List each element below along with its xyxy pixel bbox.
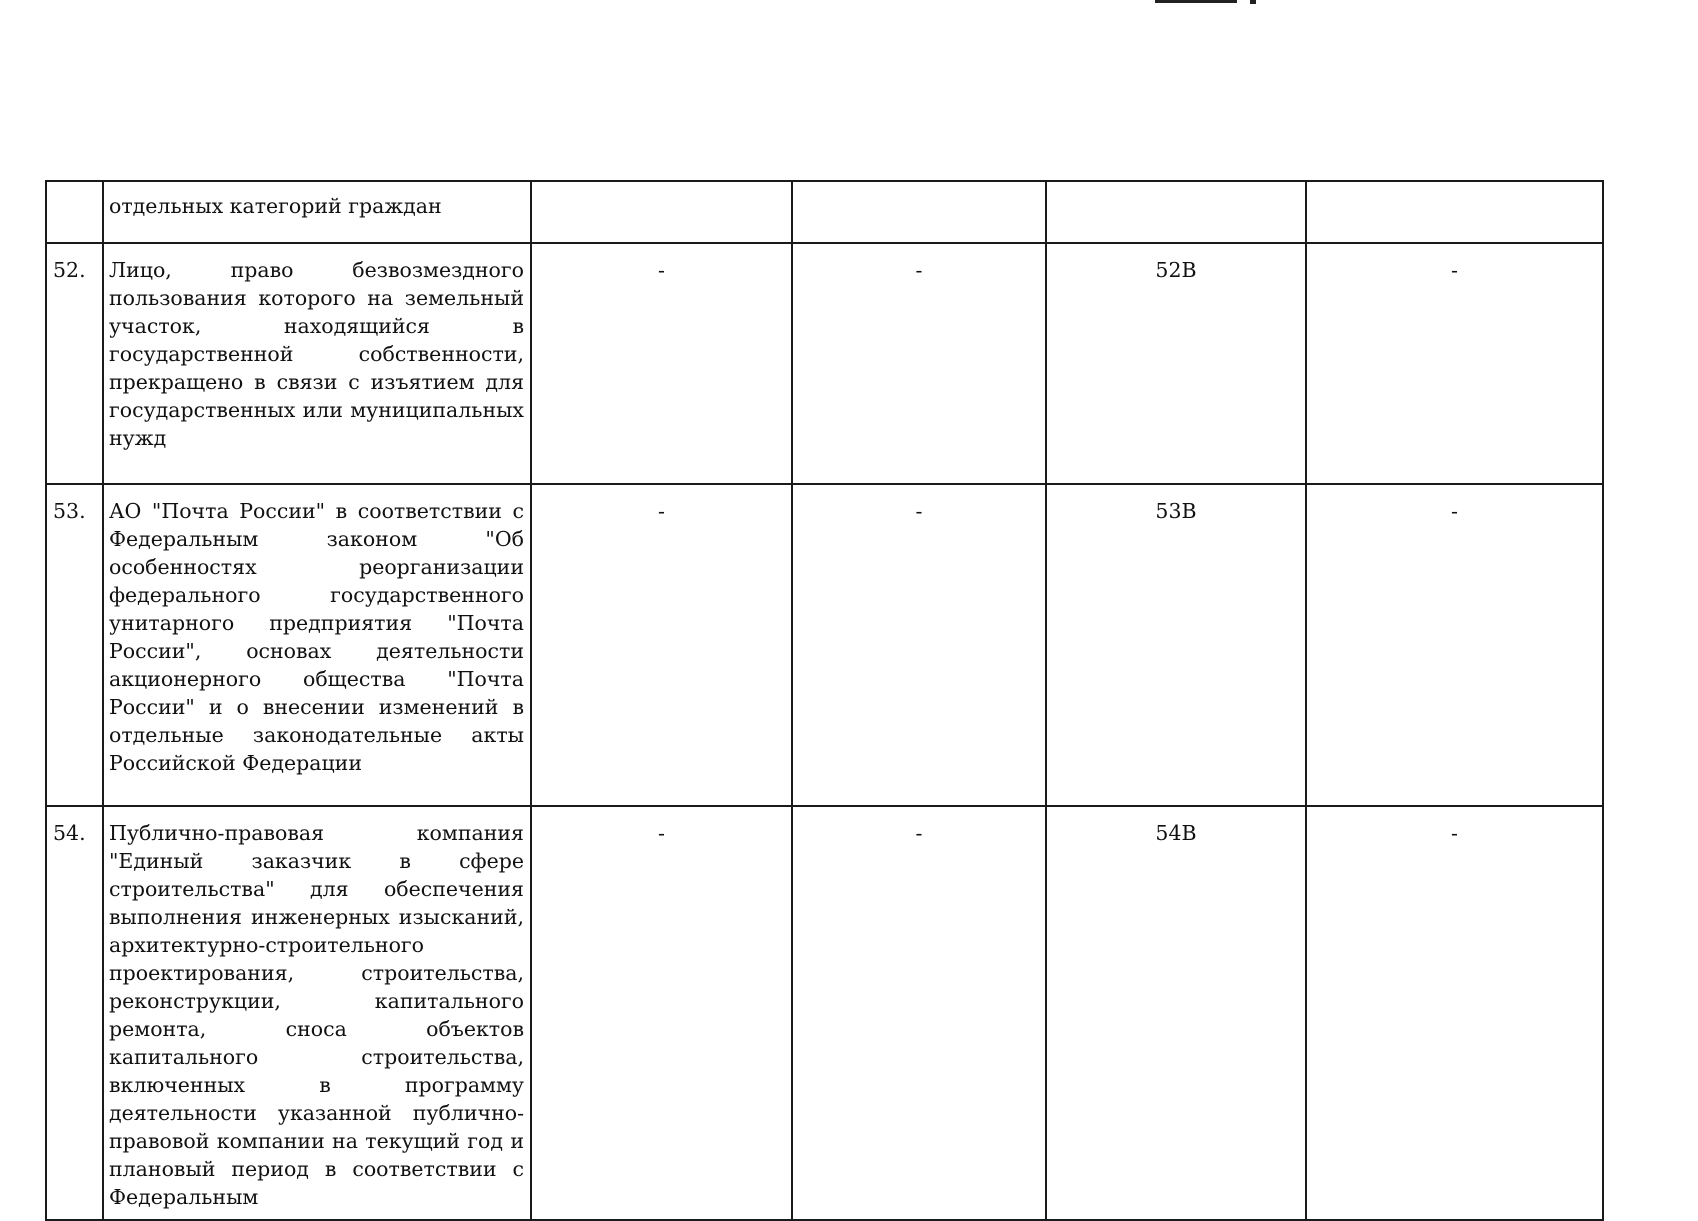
value-cell-col3: -: [531, 243, 792, 484]
top-edge-mark: [1155, 0, 1237, 3]
row-number-cell: 54.: [46, 806, 103, 1220]
table-row: [46, 243, 1603, 484]
value-cell-col4: -: [792, 243, 1046, 484]
value-cell-col3: -: [531, 484, 792, 806]
table-row-continuation: [46, 181, 1603, 243]
value-cell-col4: [792, 181, 1046, 243]
row-number-cell: 53.: [46, 484, 103, 806]
value-cell-col3: -: [531, 806, 792, 1220]
row-description-cell: отдельных категорий граждан: [103, 181, 531, 243]
value-cell-col5: [1046, 181, 1306, 243]
document-table: [45, 180, 1604, 1221]
table-row: [46, 484, 1603, 806]
row-number-cell: [46, 181, 103, 243]
row-number-cell: 52.: [46, 243, 103, 484]
value-cell-col5: 53В: [1046, 484, 1306, 806]
row-description-cell: Публично-правовая компания "Единый заказчик в сфере строительства" для обеспечения выполнения инженерных изысканий, архитектурно-строительного проектирования, строительства, реконструкции, капитального ремонта, сноса объектов капитального строительства, включенных в программу деятельности указанной публично-правовой компании на текущий год и плановый период в соответствии с Федеральным: [103, 806, 531, 1220]
row-description-cell: Лицо, право безвозмездного пользования которого на земельный участок, находящийся в государственной собственности, прекращено в связи с изъятием для государственных или муниципальных нужд: [103, 243, 531, 484]
value-cell-col6: -: [1306, 243, 1603, 484]
value-cell-col6: -: [1306, 806, 1603, 1220]
value-cell-col4: -: [792, 484, 1046, 806]
value-cell-col3: [531, 181, 792, 243]
row-description-cell: АО "Почта России" в соответствии с Федеральным законом "Об особенностях реорганизации федерального государственного унитарного предприятия "Почта России", основах деятельности акционерного общества "Почта России" и о внесении изменений в отдельные законодательные акты Российской Федерации: [103, 484, 531, 806]
value-cell-col4: -: [792, 806, 1046, 1220]
value-cell-col6: [1306, 181, 1603, 243]
table-row: [46, 806, 1603, 1220]
value-cell-col6: -: [1306, 484, 1603, 806]
value-cell-col5: 54В: [1046, 806, 1306, 1220]
top-edge-mark-small: [1250, 0, 1256, 4]
value-cell-col5: 52В: [1046, 243, 1306, 484]
